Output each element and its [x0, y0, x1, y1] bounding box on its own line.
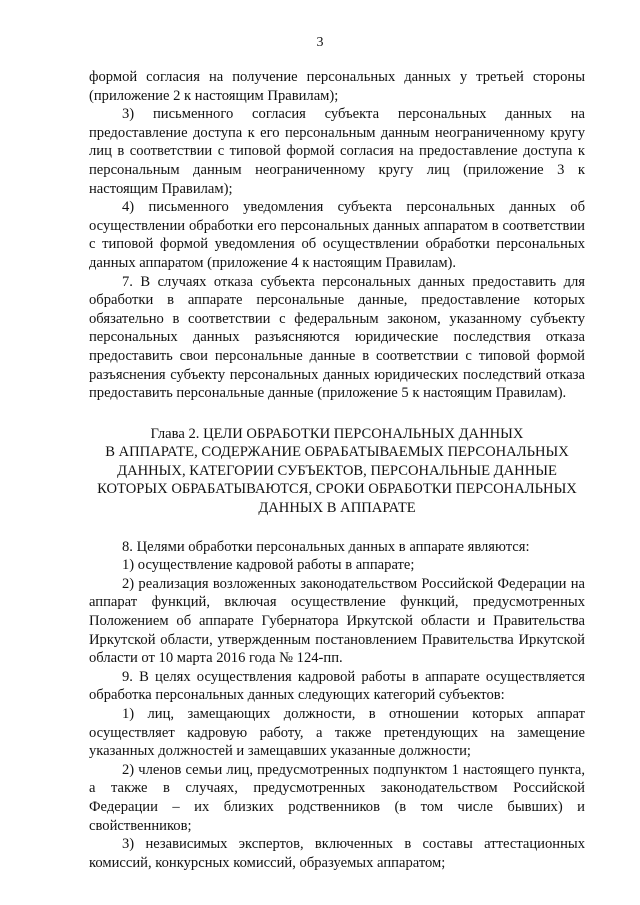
paragraph: 7. В случаях отказа субъекта персональных данных предоставить для обработки в аппарате персональные данные, предоставление которых обязательно в соответствии с федеральным законом, указанному субъекту персональных данных разъясняются юридические последствия отказа предоставить свои персональные данные в соответствии с типовой формой разъяснения субъекту персональных данных юридических последствий отказа предоставить персональные данные (приложение 5 к настоящим Правилам). — [89, 273, 585, 402]
section-before — [89, 68, 585, 403]
page-number: 3 — [316, 35, 324, 50]
chapter-heading — [89, 425, 585, 518]
document-body — [89, 68, 585, 872]
paragraph: 3) письменного согласия субъекта персональных данных на предоставление доступа к его персональным данным неограниченному кругу лиц в соответствии с типовой формой согласия на предоставление доступа к персональным данным неограниченному кругу лиц (приложение 3 к настоящим Правилам); — [89, 106, 585, 197]
paragraph: 2) реализация возложенных законодательством Российской Федерации на аппарат функций, включая осуществление функций, предусмотренных Положением об аппарате Губернатора Иркутской области и Правительства Иркутской области, утвержденным постановлением Правительства Иркутской области от 10 марта 2016 года № 124-пп. — [89, 575, 585, 667]
heading-line: Глава 2. ЦЕЛИ ОБРАБОТКИ ПЕРСОНАЛЬНЫХ ДАННЫХ — [150, 425, 524, 442]
paragraph: 4) письменного уведомления субъекта персональных данных об осуществлении обработки его персональных данных аппаратом в соответствии с типовой формой уведомления об осуществлении обработки персональных данных аппаратом (приложение 4 к настоящим Правилам). — [89, 199, 585, 271]
paragraph: 1) осуществление кадровой работы в аппарате; — [122, 557, 415, 574]
heading-line: В АППАРАТЕ, СОДЕРЖАНИЕ ОБРАБАТЫВАЕМЫХ ПЕРСОНАЛЬНЫХ — [105, 444, 569, 461]
paragraph: формой согласия на получение персональных данных у третьей стороны (приложение 2 к настоящим Правилам); — [89, 69, 585, 104]
paragraph: 8. Целями обработки персональных данных в аппарате являются: — [122, 538, 530, 555]
section-after — [89, 538, 585, 873]
heading-line: ДАННЫХ, КАТЕГОРИИ СУБЪЕКТОВ, ПЕРСОНАЛЬНЫЕ ДАННЫЕ — [117, 462, 557, 479]
paragraph: 3) независимых экспертов, включенных в составы аттестационных комиссий, конкурсных комиссий, образуемых аппаратом; — [89, 836, 585, 871]
paragraph: 9. В целях осуществления кадровой работы в аппарате осуществляется обработка персональных данных следующих категорий субъектов: — [89, 668, 585, 704]
paragraph: 2) членов семьи лиц, предусмотренных подпунктом 1 настоящего пункта, а также в случаях, предусмотренных законодательством Российской Федерации – их близких родственников (в том числе бывших) и свойственников; — [89, 761, 585, 834]
paragraph: 1) лиц, замещающих должности, в отношении которых аппарат осуществляет кадровую работу, а также претендующих на замещение указанных должностей и замещавших указанные должности; — [89, 706, 585, 760]
heading-line: ДАННЫХ В АППАРАТЕ — [258, 500, 416, 517]
heading-line: КОТОРЫХ ОБРАБАТЫВАЮТСЯ, СРОКИ ОБРАБОТКИ ПЕРСОНАЛЬНЫХ — [97, 481, 577, 498]
